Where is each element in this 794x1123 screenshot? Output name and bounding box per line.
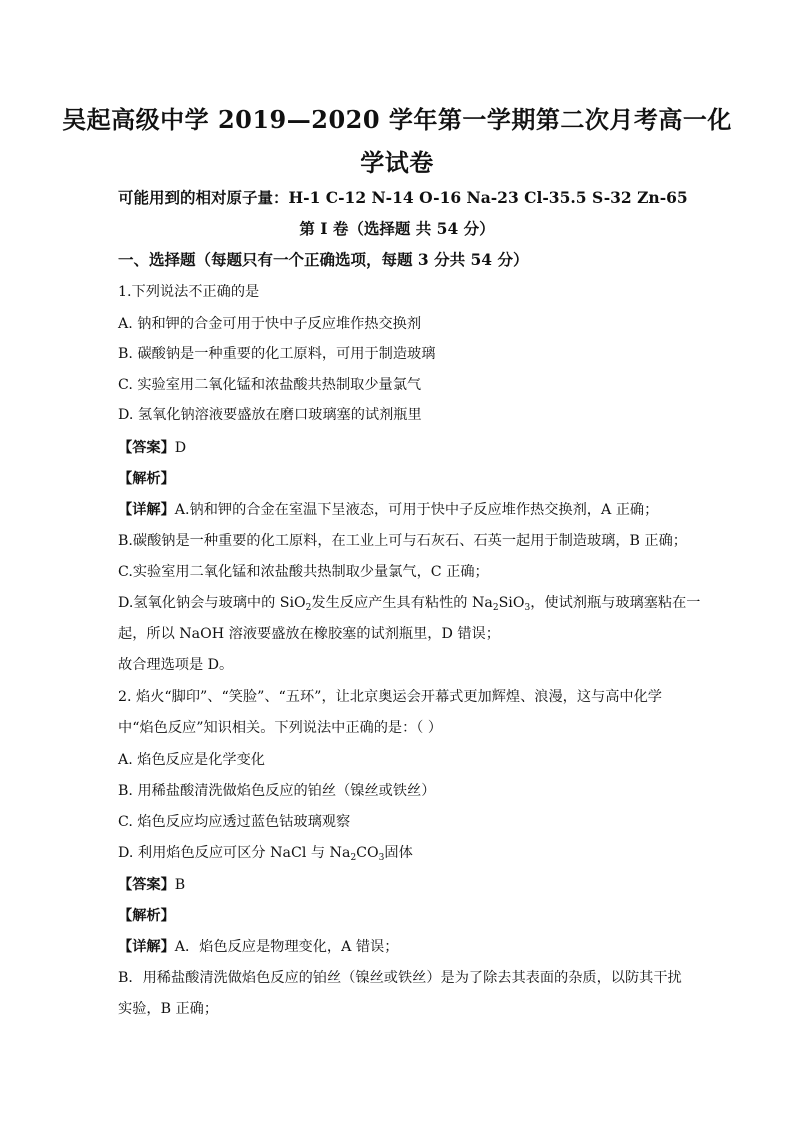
q2-option-c: C. 焰色反应均应透过蓝色钴玻璃观察 <box>118 814 351 830</box>
subscript: 2 <box>350 853 357 863</box>
q1-detail-d-line-1 <box>118 592 700 612</box>
text-span: D.氢氧化钠会与玻璃中的 SiO <box>118 595 306 611</box>
part-header: 一、选择题（每题只有一个正确选项，每题 3 分共 54 分） <box>118 250 529 269</box>
q2-stem-line-2: 中“焰色反应”知识相关。下列说法中正确的是：（ ） <box>118 720 443 736</box>
q2-option-a: A. 焰色反应是化学变化 <box>118 752 265 768</box>
answer-value: D <box>174 440 187 456</box>
atomic-masses-line: 可能用到的相对原子量：H-1 C-12 N-14 O-16 Na-23 Cl-35.5 S-32 Zn-65 <box>118 188 688 207</box>
document-title-line-2: 学试卷 <box>360 148 434 177</box>
answer-value: B <box>174 877 186 893</box>
q1-analysis-label: 【解析】 <box>118 471 175 487</box>
q1-answer <box>118 437 186 457</box>
q1-detail-b: B.碳酸钠是一种重要的化工原料，在工业上可与石灰石、石英一起用于制造玻璃，B 正确； <box>118 533 687 549</box>
text-span: SiO <box>498 595 525 611</box>
text-span: D. 利用焰色反应可区分 NaCl 与 Na <box>118 845 351 861</box>
q1-option-d: D. 氢氧化钠溶液要盛放在磨口玻璃塞的试剂瓶里 <box>118 407 422 423</box>
text-span: 固体 <box>384 845 413 861</box>
detail-text: A.钠和钾的合金在室温下呈液态，可用于快中子反应堆作热交换剂，A 正确； <box>174 502 659 518</box>
subscript: 2 <box>492 603 499 613</box>
q2-detail-a <box>118 936 398 956</box>
text-span: 发生反应产生具有粘性的 Na <box>311 595 493 611</box>
text-span: CO <box>356 845 379 861</box>
subscript: 3 <box>378 853 385 863</box>
answer-label: 【答案】 <box>118 440 175 456</box>
q1-detail-c: C.实验室用二氧化锰和浓盐酸共热制取少量氯气，C 正确； <box>118 564 489 580</box>
q1-option-a: A. 钠和钾的合金可用于快中子反应堆作热交换剂 <box>118 316 422 332</box>
document-title-line-1: 吴起高级中学 2019—2020 学年第一学期第二次月考高一化 <box>62 105 732 134</box>
q2-detail-b-line-1: B．用稀盐酸清洗做焰色反应的铂丝（镍丝或铁丝）是为了除去其表面的杂质，以防其干扰 <box>118 970 682 986</box>
q2-analysis-label: 【解析】 <box>118 908 175 924</box>
q1-conclusion: 故合理选项是 D。 <box>118 657 234 673</box>
text-span: ，使试剂瓶与玻璃塞粘在一 <box>530 595 701 611</box>
q2-answer <box>118 874 185 894</box>
q1-detail-d-line-2: 起，所以 NaOH 溶液要盛放在橡胶塞的试剂瓶里，D 错误； <box>118 626 500 642</box>
subscript: 3 <box>524 603 531 613</box>
q2-detail-b-line-2: 实验，B 正确； <box>118 1001 219 1017</box>
q1-stem: 1.下列说法不正确的是 <box>118 284 260 300</box>
detail-label: 【详解】 <box>118 939 175 955</box>
q2-option-d <box>118 842 413 862</box>
q1-option-c: C. 实验室用二氧化锰和浓盐酸共热制取少量氯气 <box>118 377 422 393</box>
detail-label: 【详解】 <box>118 502 175 518</box>
answer-label: 【答案】 <box>118 877 175 893</box>
subscript: 2 <box>305 603 312 613</box>
section-header: 第 I 卷（选择题 共 54 分） <box>299 219 495 238</box>
q2-stem-line-1: 2. 焰火“脚印”、“笑脸”、“五环”，让北京奥运会开幕式更加辉煌、浪漫，这与高中化学 <box>118 689 662 705</box>
q1-option-b: B. 碳酸钠是一种重要的化工原料，可用于制造玻璃 <box>118 346 436 362</box>
detail-text: A．焰色反应是物理变化，A 错误； <box>174 939 399 955</box>
q2-option-b: B. 用稀盐酸清洗做焰色反应的铂丝（镍丝或铁丝） <box>118 783 436 799</box>
q1-detail-a <box>118 499 658 519</box>
